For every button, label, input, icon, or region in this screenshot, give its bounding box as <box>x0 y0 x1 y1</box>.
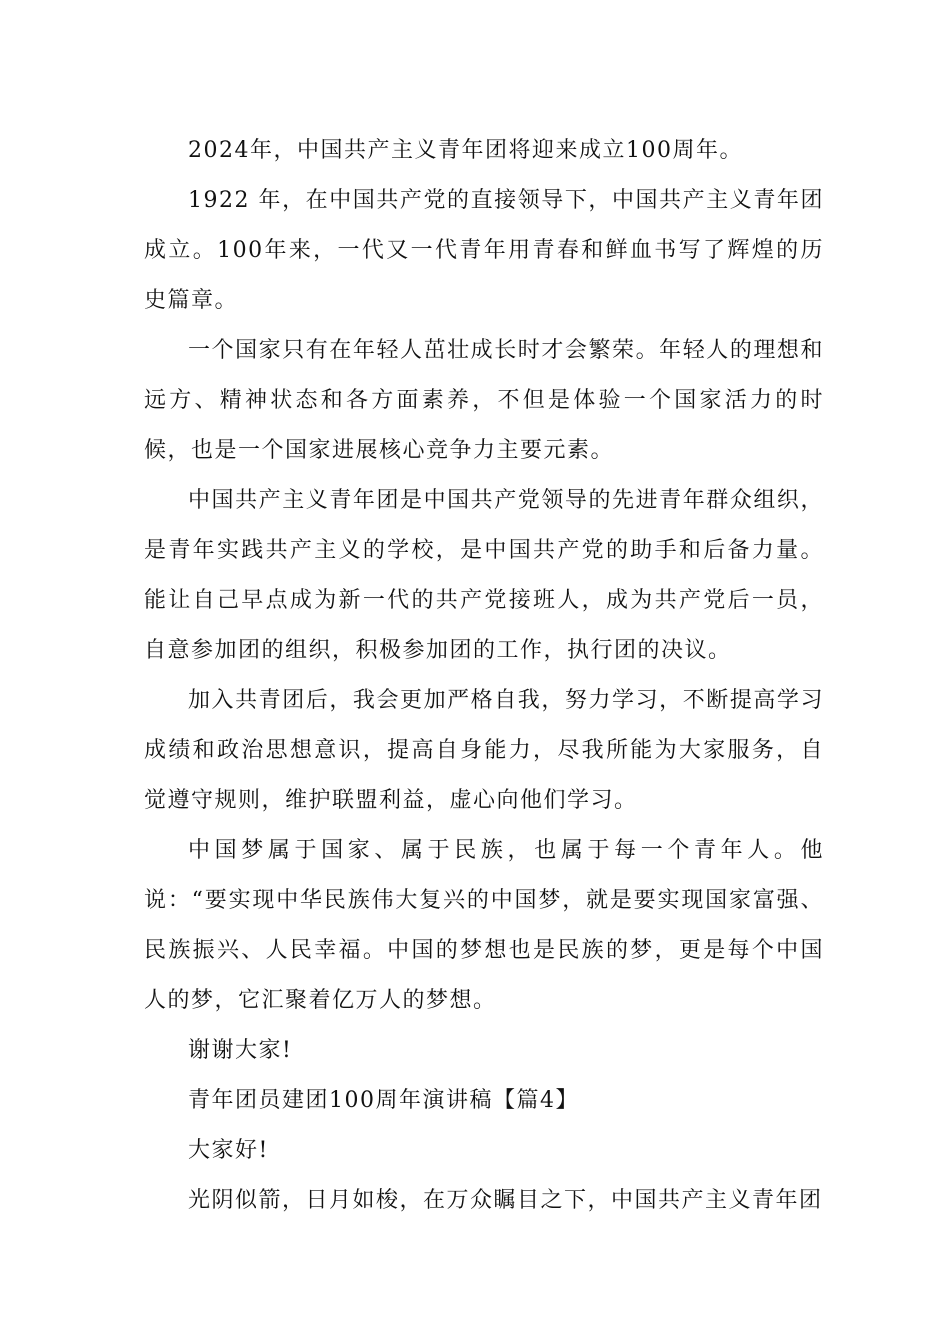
paragraph-6: 中国梦属于国家、属于民族，也属于每一个青年人。他说：“要实现中华民族伟大复兴的中国梦，就是要实现国家富强、民族振兴、人民幸福。中国的梦想也是民族的梦，更是每个中国人的梦，它汇聚着亿万人的梦想。 <box>144 838 824 1013</box>
paragraph-10: 光阴似箭，日月如梭，在万众瞩目之下，中国共产主义青年团 <box>188 1188 823 1213</box>
paragraph-1: 2024年，中国共产主义青年团将迎来成立100周年。 <box>188 138 743 163</box>
paragraph-5: 加入共青团后，我会更加严格自我，努力学习，不断提高学习成绩和政治思想意识，提高自身能力，尽我所能为大家服务，自觉遵守规则，维护联盟利益，虚心向他们学习。 <box>144 688 824 813</box>
paragraph-2: 1922 年，在中国共产党的直接领导下，中国共产主义青年团成立。100年来，一代又一代青年用青春和鲜血书写了辉煌的历史篇章。 <box>144 188 824 313</box>
document-body <box>144 126 824 1226</box>
closing-thanks: 谢谢大家! <box>188 1038 293 1063</box>
section-title: 青年团员建团100周年演讲稿【篇4】 <box>188 1088 579 1113</box>
paragraph-4: 中国共产主义青年团是中国共产党领导的先进青年群众组织，是青年实践共产主义的学校，是中国共产党的助手和后备力量。能让自己早点成为新一代的共产党接班人，成为共产党后一员，自意参加团的组织，积极参加团的工作，执行团的决议。 <box>144 488 824 663</box>
greeting: 大家好! <box>188 1138 269 1163</box>
paragraph-3: 一个国家只有在年轻人茁壮成长时才会繁荣。年轻人的理想和远方、精神状态和各方面素养，不但是体验一个国家活力的时候，也是一个国家进展核心竞争力主要元素。 <box>144 338 824 463</box>
